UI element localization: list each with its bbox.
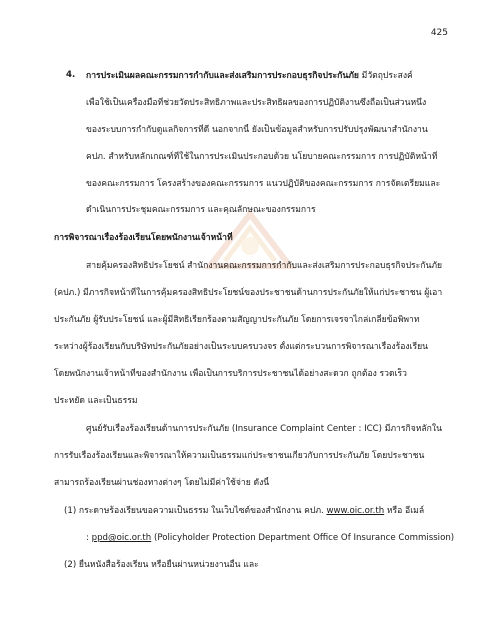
paragraph-line: เพื่อใช้เป็นเครื่องมือที่ช่วยวัดประสิทธิภาพและประสิทธิผลของการปฏิบัติงานซึ่งถือเป็นส่วนหนึ่ง (86, 98, 427, 108)
paragraph-line: (คปภ.) มีภารกิจหน้าที่ในการคุ้มครองสิทธิประโยชน์ของประชาชนด้านการประกันภัยให้แก่ประชาชน ผู้เอา (54, 288, 443, 298)
section-heading: การประเมินผลคณะกรรมการกำกับและส่งเสริมการประกอบธุรกิจประกันภัย (86, 71, 359, 81)
list-item-text: (1) กระดาษร้องเรียนขอความเป็นธรรม ในเว็บไซต์ของสำนักงาน คปภ. (64, 506, 327, 516)
list-item-continuation (86, 532, 480, 544)
list-item-text: หรือ อีเมล์ (384, 506, 425, 516)
section-heading-rest: มีวัตถุประสงค์ (358, 71, 413, 81)
paragraph-line: ดำเนินการประชุมคณะกรรมการ และคุณลักษณะของกรรมการ (86, 205, 316, 215)
list-item-text: : (86, 533, 92, 543)
paragraph-line: ประกันภัย ผู้รับประโยชน์ และผู้มีสิทธิเรียกร้องตามสัญญาประกันภัย โดยการเจรจาไกล่เกลี่ยข้อพิพาท (54, 315, 420, 325)
paragraph-line: ประหยัด และเป็นธรรม (54, 396, 138, 406)
section-number: 4. (66, 70, 76, 80)
paragraph-line: สามารถร้องเรียนผ่านช่องทางต่างๆ โดยไม่มีค่าใช้จ่าย ดังนี้ (54, 478, 270, 488)
paragraph-line: ของระบบการกำกับดูแลกิจการที่ดี นอกจากนี้ ยังเป็นข้อมูลสำหรับการปรับปรุงพัฒนาสำนักงาน (86, 125, 428, 135)
paragraph-line: คปภ. สำหรับหลักเกณฑ์ที่ใช้ในการประเมินประกอบด้วย นโยบายคณะกรรมการ การปฏิบัติหน้าที่ (86, 152, 438, 162)
paragraph-line: สายคุ้มครองสิทธิประโยชน์ สำนักงานคณะกรรมการกำกับและส่งเสริมการประกอบธุรกิจประกันภัย (86, 261, 443, 271)
list-item (64, 505, 480, 517)
website-link[interactable]: www.oic.or.th (326, 506, 385, 516)
list-item: (2) ยื่นหนังสือร้องเรียน หรือยื่นผ่านหน่วยงานอื่น และ (64, 560, 259, 570)
paragraph-line: ระหว่างผู้ร้องเรียนกับบริษัทประกันภัยอย่างเป็นระบบครบวงจร ตั้งแต่กระบวนการพิจารณาเรื่องร้องเรียน (54, 342, 429, 352)
paragraph-line: ศูนย์รับเรื่องร้องเรียนด้านการประกันภัย (Insurance Complaint Center : ICC) มีภารกิจหลักใน (86, 424, 442, 434)
email-link[interactable]: ppd@oic.or.th (91, 533, 152, 543)
list-item-text: (Policyholder Protection Department Office Of Insurance Commission) (151, 533, 455, 543)
page-number: 425 (430, 28, 448, 38)
section-heading-line (86, 70, 480, 82)
paragraph-line: โดยพนักงานเจ้าหน้าที่ของสำนักงาน เพื่อเป็นการบริการประชาชนได้อย่างสะดวก ถูกต้อง รวดเร็ว (54, 369, 407, 379)
complaints-heading: การพิจารณาเรื่องร้องเรียนโดยพนักงานเจ้าหน้าที่ (54, 233, 233, 243)
paragraph-line: ของคณะกรรมการ โครงสร้างของคณะกรรมการ แนวปฏิบัติของคณะกรรมการ การจัดเตรียมและ (86, 179, 441, 189)
paragraph-line: การรับเรื่องร้องเรียนและพิจารณาให้ความเป็นธรรมแก่ประชาชนเกี่ยวกับการประกันภัย โดยประชาชน (54, 451, 425, 461)
